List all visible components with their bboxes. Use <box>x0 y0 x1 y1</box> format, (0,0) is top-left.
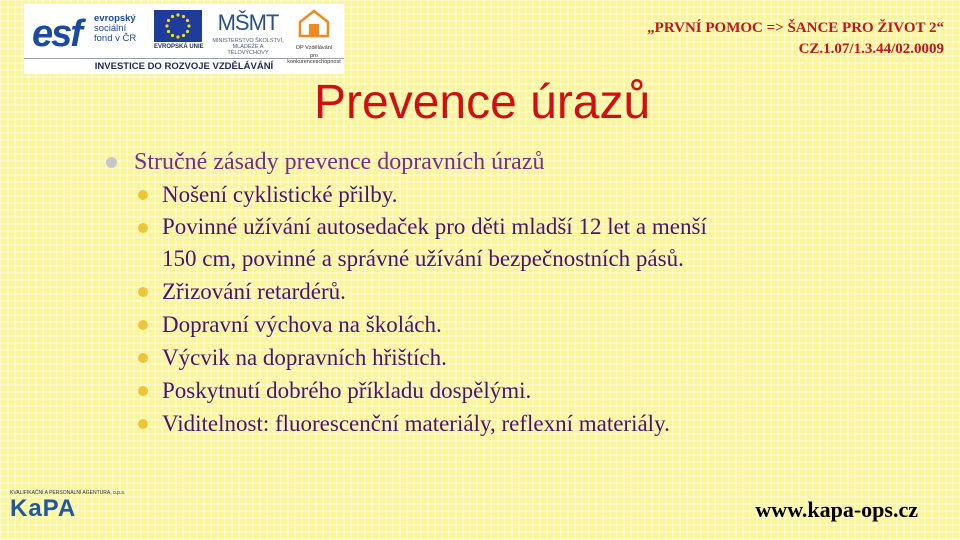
msmt-caption-1: MINISTERSTVO ŠKOLSTVÍ, <box>212 38 284 44</box>
eu-caption: EVROPSKÁ UNIE <box>154 44 204 50</box>
eu-logo <box>154 10 210 58</box>
kapa-logo <box>10 490 126 524</box>
esf-line-2: sociální <box>94 23 127 34</box>
list-item <box>106 374 906 407</box>
bullet-icon <box>106 157 117 168</box>
bullet-icon <box>138 320 148 330</box>
list-item-text: Nošení cyklistické přilby. <box>162 182 398 207</box>
msmt-mark: MŠMT <box>217 10 279 35</box>
content-heading-item <box>106 146 906 178</box>
logo-banner <box>24 4 344 74</box>
list-item <box>106 341 906 374</box>
list-item <box>106 211 906 243</box>
list-item-text: Poskytnutí dobrého příkladu dospělými. <box>162 378 532 403</box>
project-title-line-2: CZ.1.07/1.3.44/02.0009 <box>798 41 944 57</box>
content-heading: Stručné zásady prevence dopravních úrazů <box>134 149 545 175</box>
op-logo <box>286 8 342 65</box>
esf-mark: esf <box>32 13 81 55</box>
esf-line-1: evropský <box>94 13 136 24</box>
kapa-logo-mark: KaPA <box>10 495 77 522</box>
slide-title: Prevence úrazů <box>314 76 651 129</box>
bullet-icon <box>138 223 148 233</box>
list-item-text: Výcvik na dopravních hřištích. <box>162 345 447 370</box>
list-item-text: Zřizování retardérů. <box>162 279 346 304</box>
kapa-logo-caption: KVALIFIKAČNÍ A PERSONÁLNÍ AGENTURA, o.p.s. <box>10 490 126 496</box>
list-item-continuation <box>106 243 906 275</box>
slide-content <box>106 146 906 440</box>
bullet-icon <box>138 190 148 200</box>
op-caption-1: OP Vzdělávání <box>295 45 333 51</box>
project-title-line-1: „PRVNÍ POMOC => ŠANCE PRO ŽIVOT 2“ <box>647 20 944 36</box>
bullet-icon <box>138 419 148 429</box>
op-house-icon <box>297 8 331 38</box>
esf-text <box>94 14 136 44</box>
list-item <box>106 407 906 440</box>
esf-logo <box>30 8 152 56</box>
list-item <box>106 178 906 211</box>
bullet-icon <box>138 353 148 363</box>
list-item <box>106 308 906 341</box>
op-caption-2: pro konkurenceschopnost <box>287 53 341 65</box>
logo-banner-caption: INVESTICE DO ROZVOJE VZDĚLÁVÁNÍ <box>24 58 344 74</box>
list-item-text: 150 cm, povinné a správné užívání bezpečnostních pásů. <box>162 246 684 271</box>
website-link[interactable]: www.kapa-ops.cz <box>755 497 918 522</box>
list-item-text: Dopravní výchova na školách. <box>162 312 442 337</box>
esf-line-3: fond v ČR <box>94 33 137 44</box>
bullet-icon <box>138 287 148 297</box>
msmt-caption-2: MLÁDEŽE A TĚLOVÝCHOVY <box>227 44 269 56</box>
msmt-logo <box>212 8 284 56</box>
list-item-text: Povinné užívání autosedaček pro děti mladší 12 let a menší <box>162 214 707 239</box>
project-title <box>647 18 944 60</box>
bullet-icon <box>138 386 148 396</box>
list-item <box>106 275 906 308</box>
list-item-text: Viditelnost: fluorescenční materiály, reflexní materiály. <box>162 411 670 436</box>
eu-flag-icon <box>154 10 202 42</box>
